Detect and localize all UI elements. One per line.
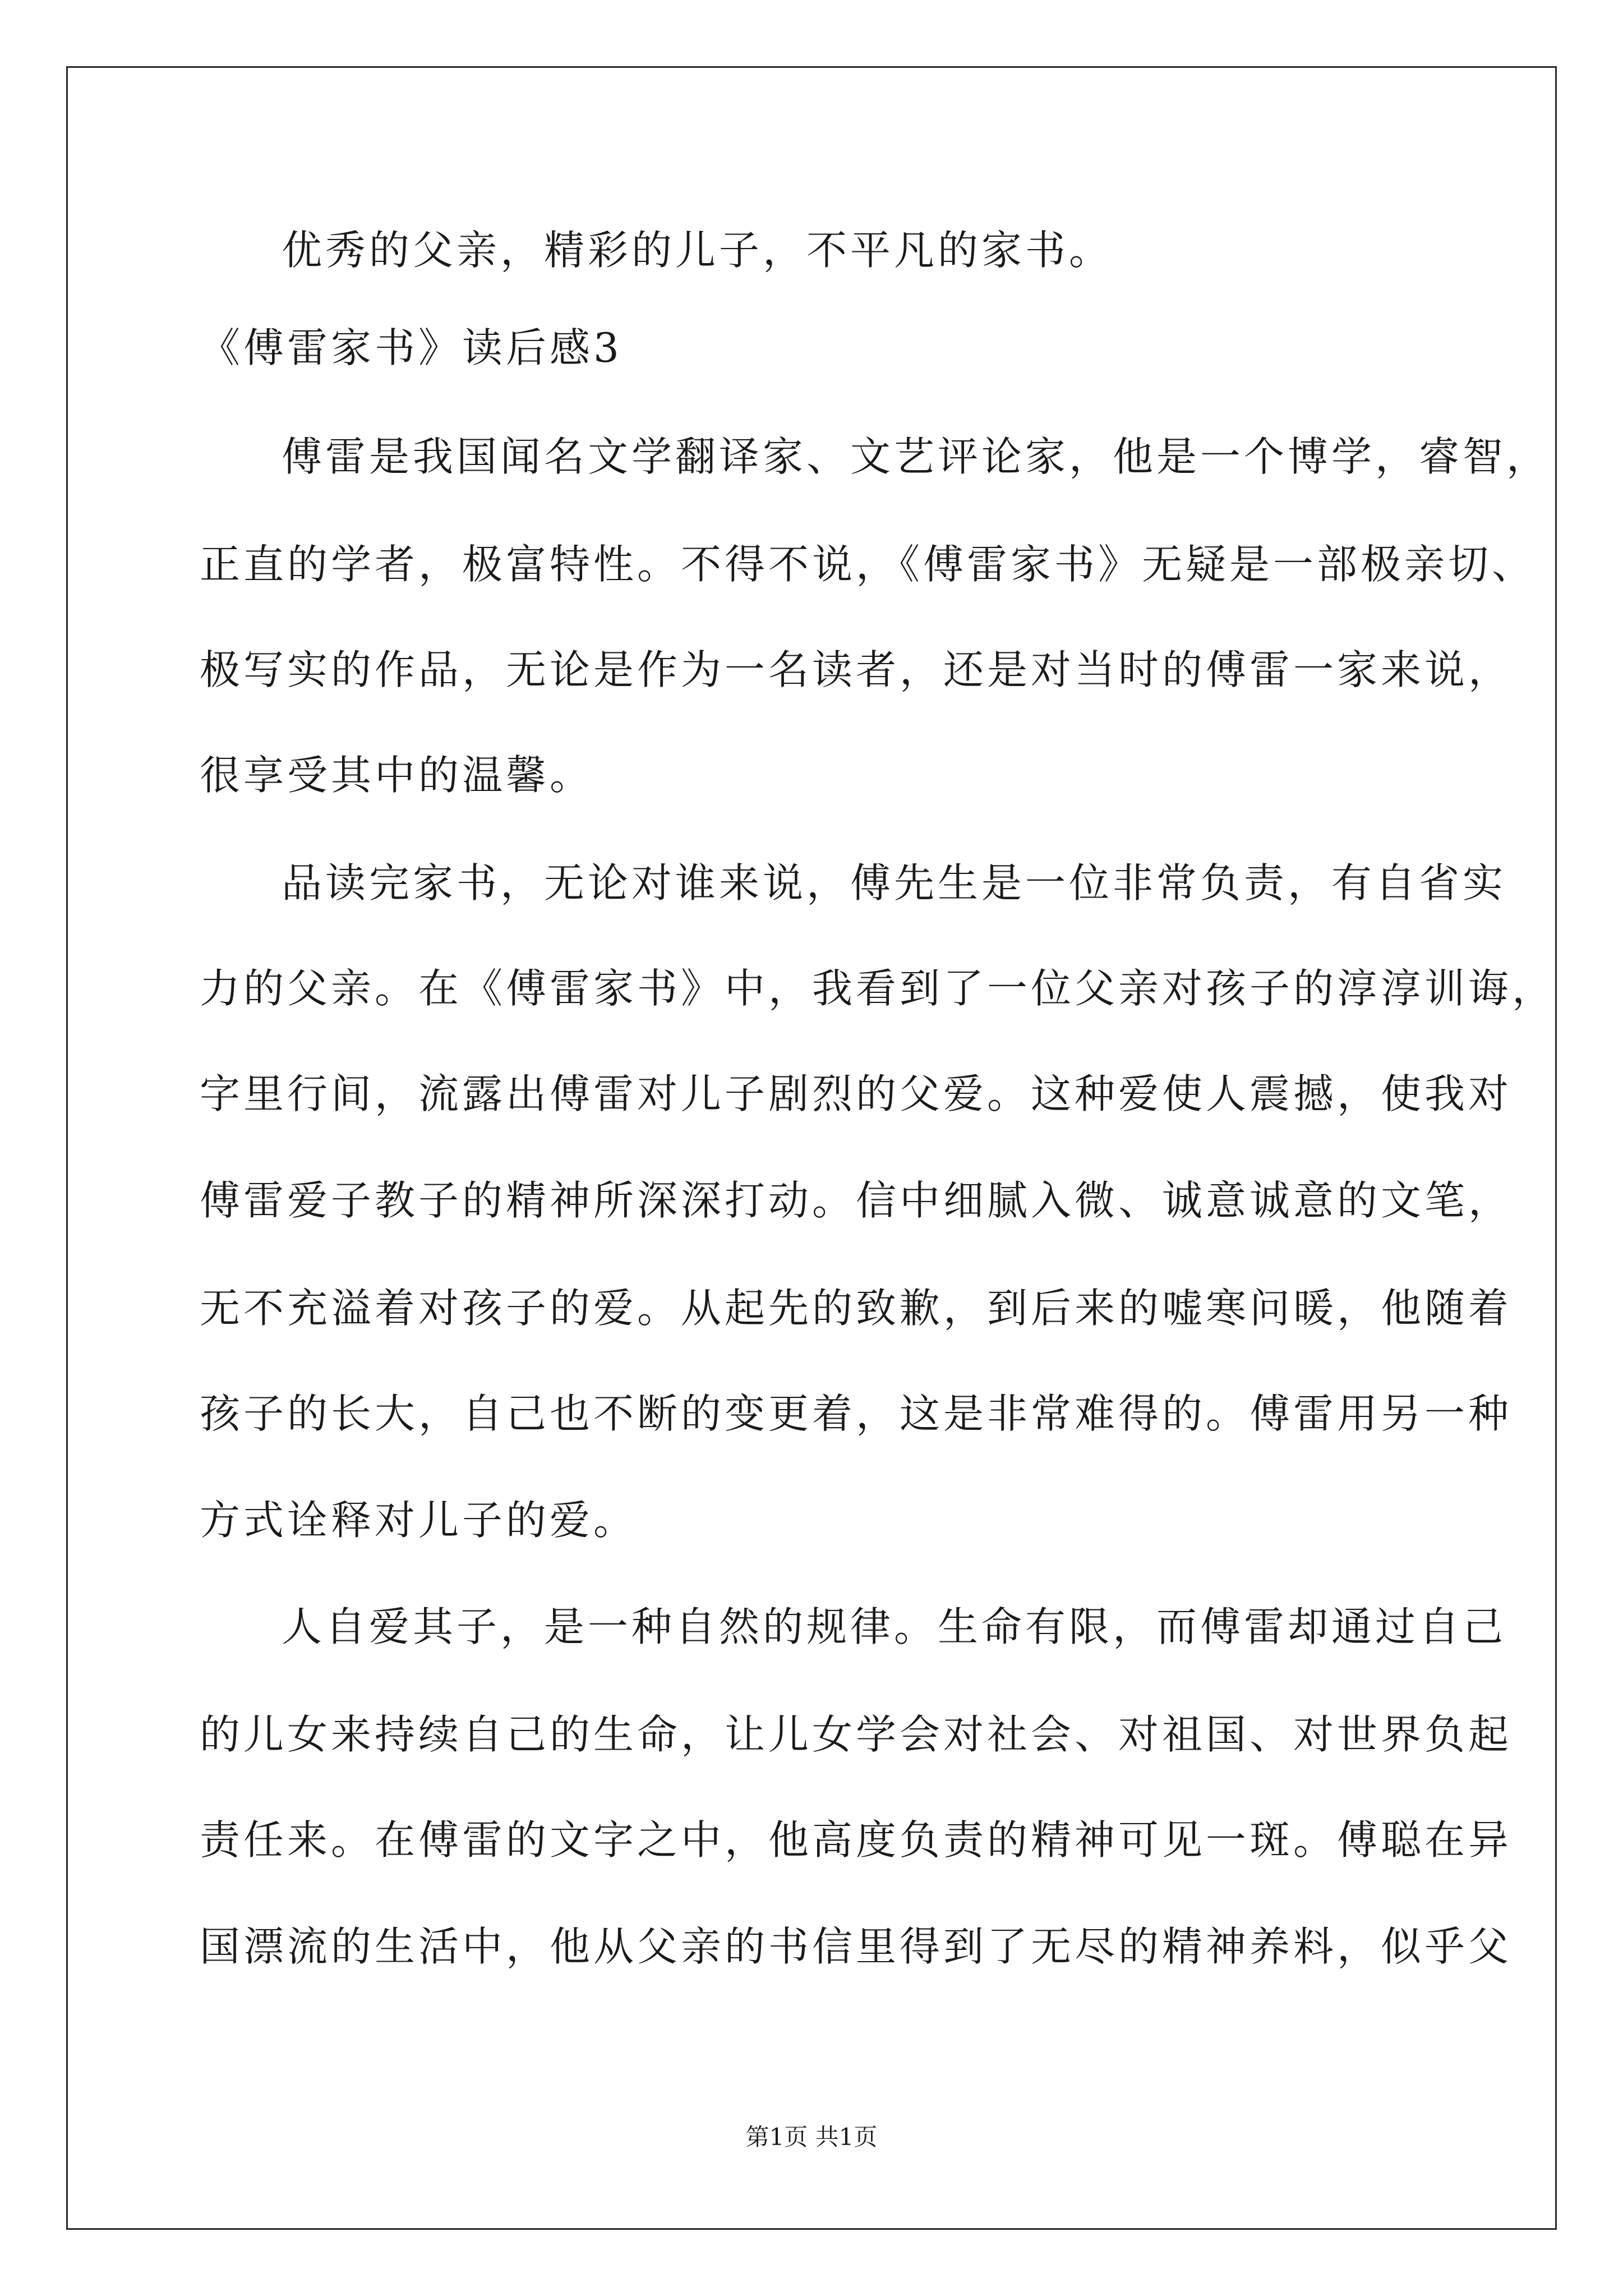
paragraph-line: 正直的学者，极富特性。不得不说，《傅雷家书》无疑是一部极亲切、	[200, 541, 1536, 588]
paragraph-line: 品读完家书，无论对谁来说，傅先生是一位非常负责，有自省实	[282, 859, 1507, 907]
paragraph-line: 傅雷爱子教子的精神所深深打动。信中细腻入微、诚意诚意的文笔，	[200, 1177, 1513, 1224]
paragraph-line: 傅雷是我国闻名文学翻译家、文艺评论家，他是一个博学，睿智，	[282, 433, 1551, 480]
paragraph-line: 方式诠释对儿子的爱。	[200, 1497, 638, 1544]
paragraph-line: 的儿女来持续自己的生命，让儿女学会对社会、对祖国、对世界负起	[200, 1711, 1513, 1758]
section-heading: 《傅雷家书》读后感3	[200, 324, 623, 371]
paragraph-line: 孩子的长大，自己也不断的变更着，这是非常难得的。傅雷用另一种	[200, 1390, 1513, 1437]
paragraph-line: 国漂流的生活中，他从父亲的书信里得到了无尽的精神养料，似乎父	[200, 1923, 1513, 1970]
paragraph-line: 无不充溢着对孩子的爱。从起先的致歉，到后来的嘘寒问暖，他随着	[200, 1285, 1513, 1332]
paragraph-line: 优秀的父亲，精彩的儿子，不平凡的家书。	[282, 227, 1113, 274]
paragraph-line: 很享受其中的温馨。	[200, 752, 594, 799]
page-number-footer: 第1页 共1页	[745, 2123, 878, 2151]
paragraph-line: 责任来。在傅雷的文字之中，他高度负责的精神可见一斑。傅聪在异	[200, 1816, 1513, 1864]
paragraph-line: 人自爱其子，是一种自然的规律。生命有限，而傅雷却通过自己	[282, 1603, 1507, 1650]
paragraph-line: 字里行间，流露出傅雷对儿子剧烈的父爱。这种爱使人震撼，使我对	[200, 1070, 1513, 1117]
paragraph-line: 极写实的作品，无论是作为一名读者，还是对当时的傅雷一家来说，	[200, 646, 1513, 693]
paragraph-line: 力的父亲。在《傅雷家书》中，我看到了一位父亲对孩子的淳淳训诲，	[200, 965, 1556, 1012]
page-border	[66, 66, 1557, 2230]
